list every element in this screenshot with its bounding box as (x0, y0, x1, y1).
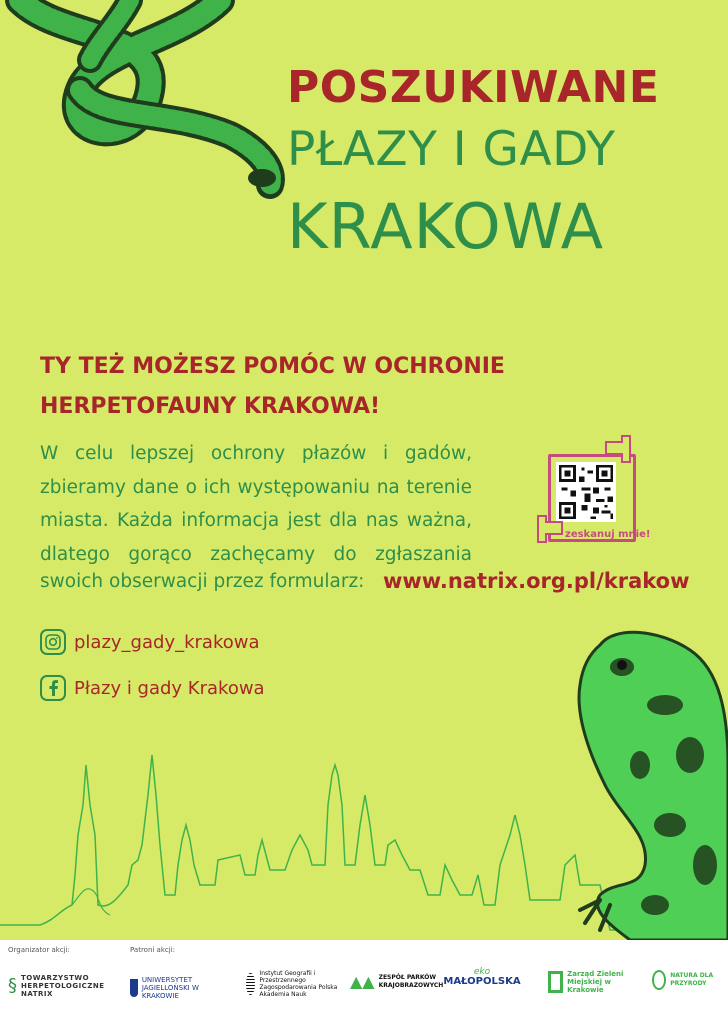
uj-crest-icon (130, 979, 138, 997)
body-text: W celu lepszej ochrony płazów i gadów, zbieramy dane o ich występowaniu na terenie miasta. Każda informacja jest dla nas ważna, dlatego gorąco zachęcamy do zgłaszania (40, 443, 472, 565)
form-url-link[interactable]: www.natrix.org.pl/krakow (383, 569, 690, 593)
malopolska-logo-text: MAŁOPOLSKA (443, 976, 521, 987)
headline-line-1: TY TEŻ MOŻESZ POMÓC W OCHRONIE (40, 354, 505, 379)
snake-illustration (0, 0, 290, 200)
uj-logo[interactable] (130, 976, 225, 1000)
natrix-logo-text: TOWARZYSTWO HERPETOLOGICZNE NATRIX (21, 974, 105, 998)
facebook-link[interactable] (40, 675, 265, 701)
zpk-logo[interactable] (350, 972, 444, 991)
instagram-handle: plazy_gady_krakowa (74, 631, 260, 653)
snake-logo-icon: § (8, 975, 17, 996)
eko-label: eko (473, 967, 491, 977)
zzm-square-icon (548, 971, 563, 993)
mountains-icon: ▲▲ (350, 972, 375, 991)
headline (40, 347, 660, 427)
pointing-hand-icon (534, 512, 564, 546)
facebook-page: Płazy i gady Krakowa (74, 677, 265, 699)
frog-illustration (570, 625, 728, 940)
natura-logo[interactable] (652, 970, 722, 990)
organizer-label: Organizator akcji: (8, 946, 70, 954)
headline-line-2: HERPETOFAUNY KRAKOWA! (40, 394, 381, 419)
title-line-3: KRAKOWA (287, 190, 605, 263)
qr-scan-label: zeskanuj mnie! (565, 529, 651, 540)
instagram-link[interactable] (40, 629, 260, 655)
leaf-icon (652, 970, 666, 990)
igipz-logo[interactable] (246, 970, 344, 998)
title-line-1: POSZUKIWANE (287, 62, 660, 113)
globe-icon (246, 973, 255, 995)
qr-code[interactable] (556, 462, 616, 522)
malopolska-logo[interactable] (438, 968, 526, 988)
zzm-logo-text: Zarząd Zieleni Miejskiej w Krakowie (567, 970, 624, 994)
igipz-logo-text: Instytut Geografii i Przestrzennego Zagospodarowania Polska Akademia Nauk (259, 970, 338, 998)
zpk-logo-text: ZESPÓŁ PARKÓW KRAJOBRAZOWYCH (378, 974, 444, 989)
pointing-hand-icon (604, 432, 634, 466)
patrons-label: Patroni akcji: (130, 946, 175, 954)
zzm-logo[interactable] (548, 970, 648, 994)
instagram-icon (40, 629, 66, 655)
uj-logo-text: UNIWERSYTET JAGIELLOŃSKI W KRAKOWIE (141, 976, 199, 1000)
facebook-icon (40, 675, 66, 701)
natura-logo-text: NATURA DLA PRZYRODY (670, 972, 714, 987)
footer (0, 940, 728, 1024)
body-last-line: swoich obserwacji przez formularz: (40, 571, 365, 592)
title-line-2: PŁAZY I GADY (287, 122, 616, 177)
natrix-logo[interactable] (8, 974, 103, 998)
